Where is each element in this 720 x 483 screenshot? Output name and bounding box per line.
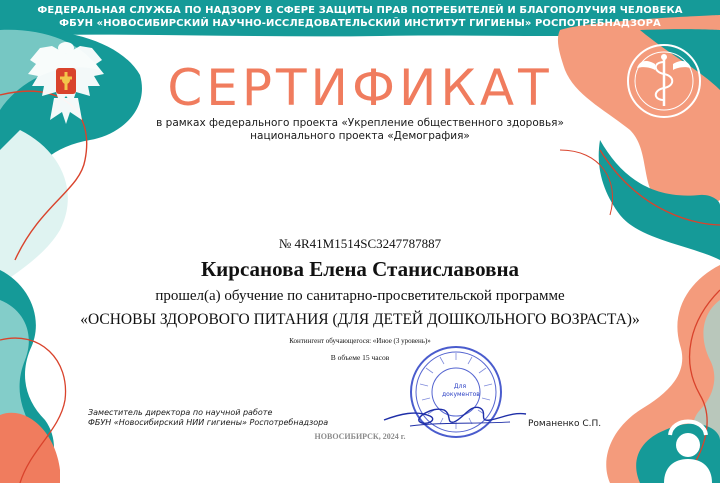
- handwritten-signature: [380, 392, 530, 432]
- subtitle: [0, 117, 720, 143]
- header-line-1: ФЕДЕРАЛЬНАЯ СЛУЖБА ПО НАДЗОРУ В СФЕРЕ ЗАЩИТЫ ПРАВ ПОТРЕБИТЕЛЕЙ И БЛАГОПОЛУЧИЯ ЧЕЛОВЕКА: [37, 5, 683, 16]
- subtitle-line-1: в рамках федерального проекта «Укрепление общественного здоровья»: [156, 117, 564, 129]
- stamp-text: Для документов: [442, 383, 480, 398]
- subtitle-line-2: национального проекта «Демография»: [250, 130, 470, 142]
- certificate-title: СЕРТИФИКАТ: [167, 59, 553, 117]
- recipient-name: Кирсанова Елена Станиславовна: [200, 257, 520, 281]
- header: [0, 4, 720, 30]
- certificate-number: № 4R41M1514SC3247787887: [278, 236, 442, 251]
- signatory-position-line-1: Заместитель директора по научной работе: [88, 408, 273, 417]
- header-line-2: ФБУН «НОВОСИБИРСКИЙ НАУЧНО-ИССЛЕДОВАТЕЛЬСКИЙ ИНСТИТУТ ГИГИЕНЫ» РОСПОТРЕБНАДЗОРА: [59, 18, 661, 29]
- signatory-position: [88, 408, 328, 428]
- signatory-name: Романенко С.П.: [528, 419, 602, 429]
- volume-text: В объеме 15 часов: [330, 353, 390, 362]
- child-figure-icon: [650, 405, 720, 483]
- program-title: «ОСНОВЫ ЗДОРОВОГО ПИТАНИЯ (ДЛЯ ДЕТЕЙ ДОШКОЛЬНОГО ВОЗРАСТА)»: [80, 311, 640, 328]
- contingent-text: Контингент обучающегося: «Иное (3 уровень)»: [289, 337, 431, 345]
- signatory-position-line-2: ФБУН «Новосибирский НИИ гигиены» Роспотребнадзора: [88, 418, 329, 427]
- completion-text: прошел(а) обучение по санитарно-просветительской программе: [155, 288, 565, 304]
- city-year: НОВОСИБИРСК, 2024 г.: [314, 432, 406, 441]
